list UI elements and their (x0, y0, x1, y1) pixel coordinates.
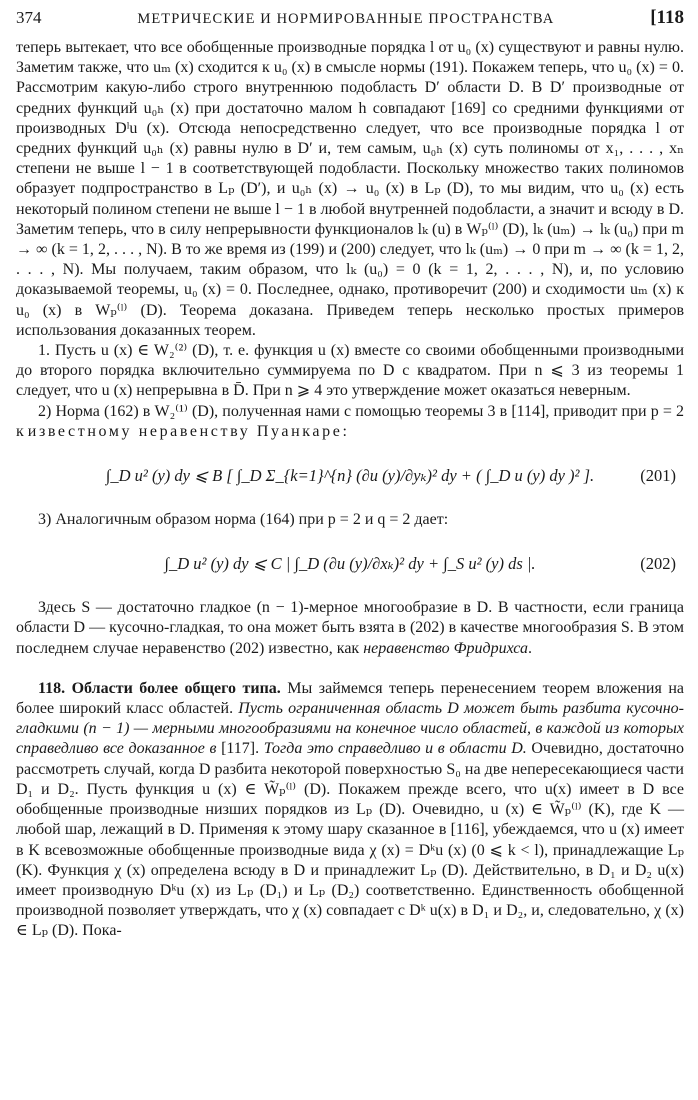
paragraph-example-3: 3) Аналогичным образом норма (164) при p = 2 и q = 2 дает: (38, 511, 449, 529)
example-2-text: 2) Норма (162) в W₂⁽¹⁾ (D), полученная нами с помощью теоремы 3 в [114], приводит при p = 2 к (16, 402, 684, 440)
section-118-theorem: Пусть ограниченная область D может быть разбита кусочно-гладкими (n − 1) — мерными многообразиями на конечное число областей, в каждой из которых справедливо все доказанное в (16, 700, 684, 758)
formula-201 (16, 442, 684, 510)
formula-201-expression: ∫_D u² (y) dy ⩽ B [ ∫_D Σ_{k=1}^{n} (∂u (y)/∂yₖ)² dy + ( ∫_D u (y) dy )² ]. (105, 465, 595, 485)
formula-201-number: (201) (640, 465, 676, 485)
section-gap (16, 659, 684, 679)
formula-202 (16, 530, 684, 598)
paragraph-proof-end: теперь вытекает, что все обобщенные производные порядка l от u₀ (x) существуют и равны нулю. Заметим также, что uₘ (x) сходится к u₀ (x) в смысле нормы (191). Покажем теперь, что u₀ (x) = 0. Рассмотрим какую-либо строго внутреннюю подобласть D′ области D. В D′ производные от средних функций u₀ₕ (x) при достаточно малом h совпадают [169] со средними функциями от производных Dˡu (x). Отсюда непосредственно следует, что все производные порядка l от средних функций u₀ₕ (x) равны нулю в D′ и, тем самым, u₀ₕ (x) суть полиномы от x₁, . . . , xₙ степени не выше l − 1 в соответствующей подобласти. Поскольку множество таких полиномов образует подпространство в Lₚ (D′), и u₀ₕ (x) → u₀ (x) в Lₚ (D), то мы видим, что u₀ (x) есть некоторый полином степени не выше l − 1 в любой внутренней подобласти, а значит и всюду в D. Заметим теперь, что в силу непрерывности функционалов lₖ (u) в Wₚ⁽ˡ⁾ (D), lₖ (uₘ) → lₖ (u₀) при m → ∞ (k = 1, 2, . . . , N). В то же время из (199) и (200) следует, что lₖ (uₘ) → 0 при m → ∞ (k = 1, 2, . . . , N). Мы получаем, таким образом, что lₖ (u₀) = 0 (k = 1, 2, . . . , N), и, по условию доказываемой теоремы, u₀ (x) = 0. Последнее, однако, противоречит (200) и сходимости uₘ (x) к u₀ (x) в Wₚ⁽ˡ⁾ (D). Теорема доказана. Приведем теперь несколько простых примеров использования доказанных теорем. (16, 39, 685, 339)
formula-202-number: (202) (640, 554, 676, 574)
friedrichs-period: . (527, 639, 532, 657)
poincare-inequality-term: известному неравенству Пуанкаре (27, 422, 343, 440)
running-header (16, 8, 684, 38)
friedrichs-text: Здесь S — достаточно гладкое (n − 1)-мерное многообразие в D. В частности, если граница области D — кусочно-гладкая, то она может быть взята в (202) в качестве многообразия S. В этом последнем случае неравенство (202) известно, как (16, 599, 684, 657)
section-118 (16, 679, 684, 942)
section-marker: [118 (650, 7, 684, 28)
paragraph-friedrichs (16, 598, 684, 659)
paragraph-example-1: 1. Пусть u (x) ∈ W₂⁽²⁾ (D), т. е. функция u (x) вместе со своими обобщенными производными до второго порядка включительно суммируема по D с квадратом. При n ⩽ 3 из теоремы 1 следует, что u (x) непрерывна в D̄. При n ⩾ 4 это утверждение может оказаться неверным. (16, 342, 684, 400)
formula-202-expression: ∫_D u² (y) dy ⩽ C | ∫_D (∂u (y)/∂xₖ)² dy + ∫_S u² (y) ds |. (164, 554, 536, 574)
page-number: 374 (16, 8, 42, 27)
section-118-intro: Мы займемся теперь перенесением теорем вложения на более широкий класс областей. (16, 679, 684, 718)
paragraph-example-2 (16, 402, 684, 442)
section-118-conclusion: Тогда это справедливо и в области D. (263, 740, 527, 758)
example-2-colon: : (342, 422, 347, 440)
section-118-ref: [117]. (216, 740, 264, 758)
running-title: МЕТРИЧЕСКИЕ И НОРМИРОВАННЫЕ ПРОСТРАНСТВА (137, 11, 555, 27)
friedrichs-inequality-term: неравенство Фридрихса (363, 639, 528, 657)
section-118-proof: Очевидно, достаточно рассмотреть случай, когда D разбита некоторой поверхностью S₀ на две непересекающиеся части D₁ и D₂. Пусть функция u (x) ∈ W̃ₚ⁽ˡ⁾ (D). Покажем прежде всего, что u(x) имеет в D все обобщенные производные низших порядков из Lₚ (D). Очевидно, u (x) ∈ W̃ₚ⁽ˡ⁾ (K), где K — любой шар, лежащий в D. Применяя к этому шару сказанное в [116], убеждаемся, что u (x) имеет в K всевозможные обобщенные производные вида χ (x) = Dᵏu (x) (0 ⩽ k < l), принадлежащие Lₚ (K). Функция χ (x) определена всюду в D и принадлежит Lₚ (D). Действительно, в D₁ и D₂ u(x) имеет производную Dᵏu (x) из Lₚ (D₁) и Lₚ (D₂) соответственно. Единственность обобщенной производной позволяет утверждать, что χ (x) совпадает с Dᵏ u(x) в D₁ и D₂, и, следовательно, χ (x) ∈ Lₚ (D). Пока- (16, 740, 684, 940)
section-118-heading: 118. Области более общего типа. (38, 679, 281, 697)
